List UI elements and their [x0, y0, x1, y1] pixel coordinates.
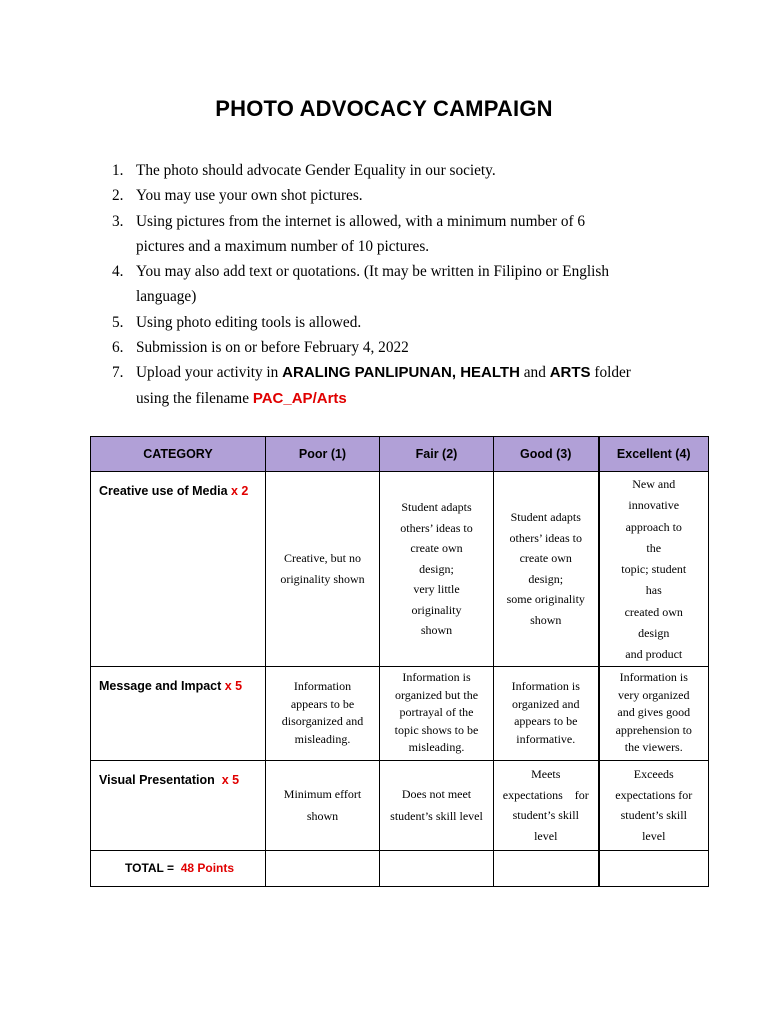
header-fair: Fair (2): [380, 437, 494, 472]
empty-cell: [494, 850, 599, 886]
arts-folder: ARTS: [549, 364, 591, 382]
table-row: [91, 666, 709, 760]
list-item: 5. Using photo editing tools is allowed.: [112, 313, 362, 331]
fair-cell: Does not meet student’s skill level: [380, 760, 494, 850]
list-item: 2. You may use your own shot pictures.: [112, 187, 363, 205]
header-good: Good (3): [494, 437, 599, 472]
header-category: CATEGORY: [91, 437, 266, 472]
table-row: [91, 472, 709, 667]
total-points: 48 Points: [180, 861, 235, 876]
table-row: [91, 760, 709, 850]
poor-cell: Minimum effort shown: [266, 760, 380, 850]
excellent-cell: New and innovative approach to the topic; student has created own design and product: [599, 472, 709, 667]
instruction-list: [112, 158, 672, 411]
empty-cell: [380, 850, 494, 886]
total-row: [91, 850, 709, 886]
excellent-cell: Exceeds expectations for student’s skill level: [599, 760, 709, 850]
list-item: 3. Using pictures from the internet is allowed, with a minimum number of 6 pictures and a maximum number of 10 pictures.: [112, 212, 586, 255]
header-poor: Poor (1): [266, 437, 380, 472]
header-excellent: Excellent (4): [599, 437, 709, 472]
folder-names: ARALING PANLIPUNAN, HEALTH: [282, 364, 520, 382]
list-item: 4. You may also add text or quotations. (It may be written in Filipino or English language): [112, 263, 610, 306]
list-item: 1. The photo should advocate Gender Equality in our society.: [112, 162, 496, 179]
fair-cell: Student adapts others’ ideas to create own design; very little originality shown: [380, 472, 494, 667]
list-item: 6. Submission is on or before February 4, 2022: [112, 339, 409, 357]
empty-cell: [599, 850, 709, 886]
total-cell: TOTAL = 48 Points: [91, 850, 266, 886]
category-cell: Message and Impact x 5: [91, 666, 266, 760]
good-cell: Meets expectations for student’s skill level: [494, 760, 599, 850]
excellent-cell: Information is very organized and gives good apprehension to the viewers.: [599, 666, 709, 760]
table-header-row: [91, 437, 709, 472]
good-cell: Student adapts others’ ideas to create own design; some originality shown: [494, 472, 599, 667]
category-cell: Creative use of Media x 2: [91, 472, 266, 667]
poor-cell: Creative, but no originality shown: [266, 472, 380, 667]
good-cell: Information is organized and appears to be informative.: [494, 666, 599, 760]
rubric-table: [90, 436, 709, 887]
list-item: 7. Upload your activity in ARALING PANLIPUNAN, HEALTH and ARTS folder using the filename PAC_AP/Arts: [112, 364, 631, 407]
page-title: PHOTO ADVOCACY CAMPAIGN: [215, 96, 553, 121]
category-cell: Visual Presentation x 5: [91, 760, 266, 850]
filename: PAC_AP/Arts: [252, 389, 347, 407]
empty-cell: [266, 850, 380, 886]
poor-cell: Information appears to be disorganized and misleading.: [266, 666, 380, 760]
fair-cell: Information is organized but the portrayal of the topic shows to be misleading.: [380, 666, 494, 760]
